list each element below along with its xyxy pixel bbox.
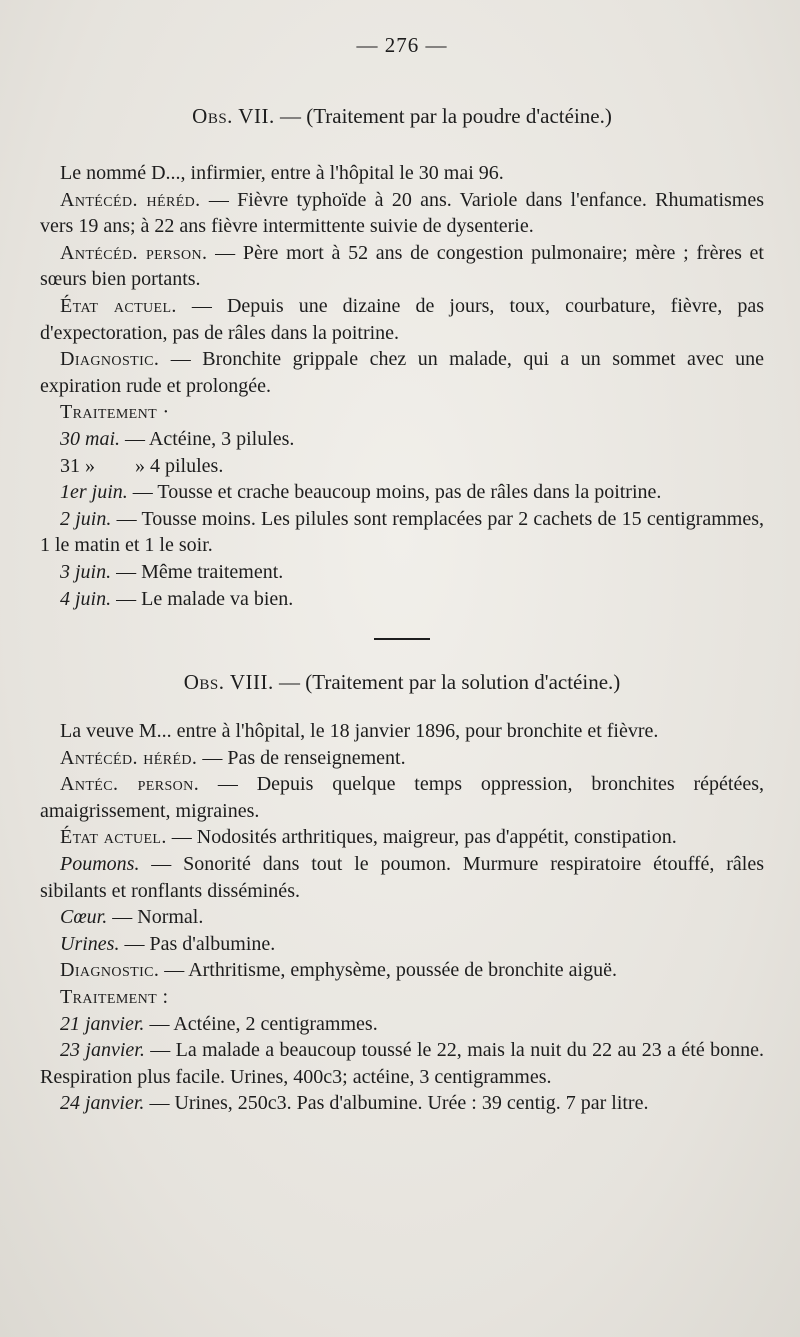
obs8-urines: Urines. — Pas d'albumine. bbox=[60, 932, 276, 955]
obs7-entry-4juin: 4 juin. — Le malade va bien. bbox=[60, 587, 294, 610]
section-divider bbox=[374, 638, 430, 640]
obs8-body bbox=[40, 718, 764, 1117]
obs7-etat-actuel: État actuel. — Depuis une dizaine de jours, toux, courbature, fièvre, pas d'expectoration, pas de râles dans la poitrine. bbox=[40, 294, 765, 344]
obs8-etat-actuel: État actuel. — Nodosités arthritiques, maigreur, pas d'appétit, constipation. bbox=[60, 826, 677, 849]
obs7-intro: Le nommé D..., infirmier, entre à l'hôpital le 30 mai 96. bbox=[60, 162, 504, 184]
obs7-body bbox=[40, 160, 764, 612]
page-number: — 276 — bbox=[356, 33, 448, 57]
obs7-entry-1juin: 1er juin. — Tousse et crache beaucoup moins, pas de râles dans la poitrine. bbox=[60, 481, 662, 504]
obs7-antecedents-hereditaires: Antécéd. héréd. — Fièvre typhoïde à 20 ans. Variole dans l'enfance. Rhumatismes vers 19 ans; à 22 ans fièvre intermittente suivie de dysenterie. bbox=[40, 188, 765, 238]
obs8-entry-23janvier: 23 janvier. — La malade a beaucoup toussé le 22, mais la nuit du 22 au 23 a été bonne. Respiration plus facile. Urines, 400c3; actéine, 3 centigrammes. bbox=[40, 1039, 765, 1088]
obs8-heading-rest: — (Traitement par la solution d'actéine.) bbox=[279, 670, 621, 695]
obs8-intro: La veuve M... entre à l'hôpital, le 18 janvier 1896, pour bronchite et fièvre. bbox=[60, 720, 659, 743]
obs7-entry-3juin: 3 juin. — Même traitement. bbox=[60, 560, 284, 583]
obs8-heading-label: Obs. VIII. bbox=[183, 670, 274, 695]
obs7-diagnostic: Diagnostic. — Bronchite grippale chez un malade, qui a un sommet avec une expiration rude et prolongée. bbox=[40, 348, 765, 397]
obs8-entry-21janvier: 21 janvier. — Actéine, 2 centigrammes. bbox=[60, 1012, 378, 1035]
obs8-heading bbox=[40, 668, 764, 696]
obs7-entry-2juin: 2 juin. — Tousse moins. Les pilules sont remplacées par 2 cachets de 15 centigrammes, 1 le matin et 1 le soir. bbox=[40, 507, 764, 557]
obs8-coeur: Cœur. — Normal. bbox=[60, 906, 204, 929]
obs8-antecedents-personnels: Antéc. person. — Depuis quelque temps oppression, bronchites répétées, amaigrissement, migraines. bbox=[40, 773, 764, 822]
obs8-poumons: Poumons. — Sonorité dans tout le poumon. Murmure respiratoire étouffé, râles sibilants et ronflants disséminés. bbox=[40, 853, 764, 902]
obs8-traitement: Traitement : bbox=[60, 986, 169, 1009]
obs7-antecedents-personnels: Antécéd. person. — Père mort à 52 ans de congestion pulmonaire; mère ; frères et sœurs bien portants. bbox=[40, 241, 764, 291]
obs7-heading-label: Obs. VII. bbox=[192, 104, 275, 128]
obs7-entry-30mai: 30 mai. — Actéine, 3 pilules. bbox=[60, 427, 295, 450]
obs7-heading bbox=[40, 102, 764, 130]
obs8-entry-24janvier: 24 janvier. — Urines, 250c3. Pas d'albumine. Urée : 39 centig. 7 par litre. bbox=[60, 1092, 649, 1115]
obs7-traitement: Traitement · bbox=[60, 401, 170, 424]
obs7-entry-31: 31 » » 4 pilules. bbox=[60, 454, 224, 477]
obs8-diagnostic: Diagnostic. — Arthritisme, emphysème, poussée de bronchite aiguë. bbox=[60, 959, 617, 982]
obs8-antecedents-hereditaires: Antécéd. héréd. — Pas de renseignement. bbox=[60, 746, 406, 769]
obs7-heading-rest: — (Traitement par la poudre d'actéine.) bbox=[279, 104, 612, 128]
